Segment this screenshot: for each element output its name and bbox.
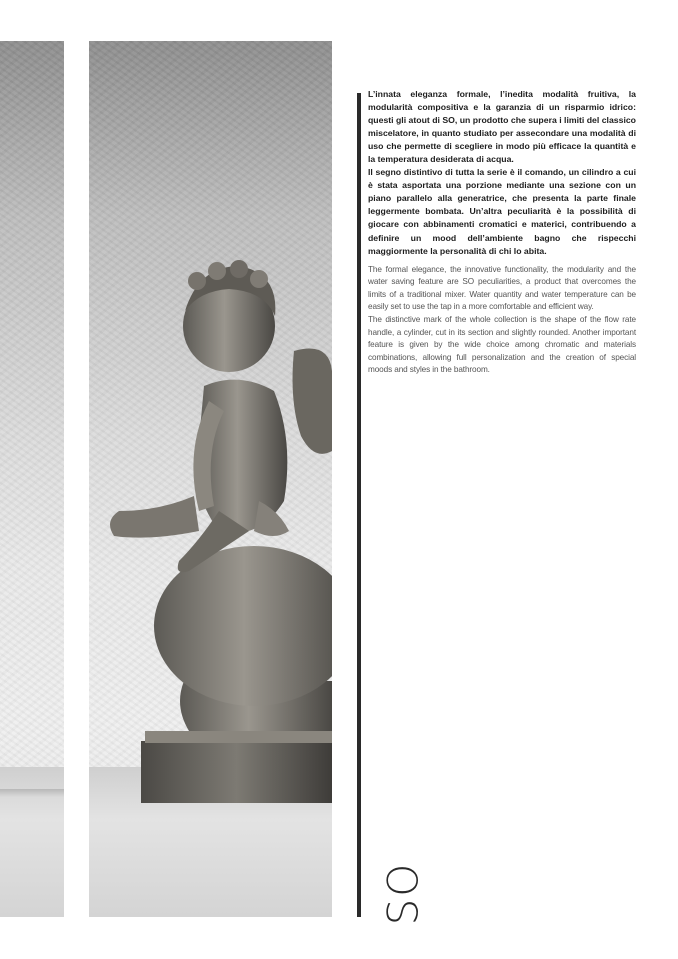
- brand-mark: [378, 861, 428, 925]
- text-column: [368, 88, 636, 377]
- cherub-photo: [89, 41, 332, 917]
- english-block: [368, 264, 636, 377]
- brand-label: SO: [378, 861, 428, 925]
- italian-paragraph-1: L’innata eleganza formale, l’inedita modalità fruitiva, la modularità compositiva e la garanzia di un risparmio idrico: questi gli atout di SO, un prodotto che supera i limiti del classico miscelatore, in quanto studiato per assecondare una modalità di uso che permette di scegliere in modo più efficace la quantità e la temperatura desiderata di acqua.: [368, 89, 636, 165]
- shelf-shadow: [0, 789, 64, 797]
- vertical-divider-bar: [357, 93, 361, 917]
- cherub-statue-illustration: [89, 41, 332, 917]
- italian-paragraph-2: Il segno distintivo di tutta la serie è il comando, un cilindro a cui è stata asportata una porzione mediante una sezione con un piano parallelo alla generatrice, che presenta la parte finale leggermente bombata. Un’altra peculiarità è la possibilità di giocare con abbinamenti cromatici e materici, contribuendo a definire un mood dell’ambiente bagno che rispecchi maggiormente la personalità di chi lo abita.: [368, 167, 636, 256]
- english-paragraph-1: The formal elegance, the innovative functionality, the modularity and the water saving feature are SO peculiarities, a product that overcomes the limits of a traditional mixer. Water quantity and water temperature can be easily set to use the tap in a more comfortable and efficient way.: [368, 264, 636, 312]
- photo-strip-left: [0, 41, 64, 917]
- english-paragraph-2: The distinctive mark of the whole collection is the shape of the flow rate handle, a cylinder, cut in its section and slightly rounded. Another important feature is given by the wide choice among chromatic and materials combinations, allowing full personalization and the creation of special moods and styles in the bathroom.: [368, 314, 636, 375]
